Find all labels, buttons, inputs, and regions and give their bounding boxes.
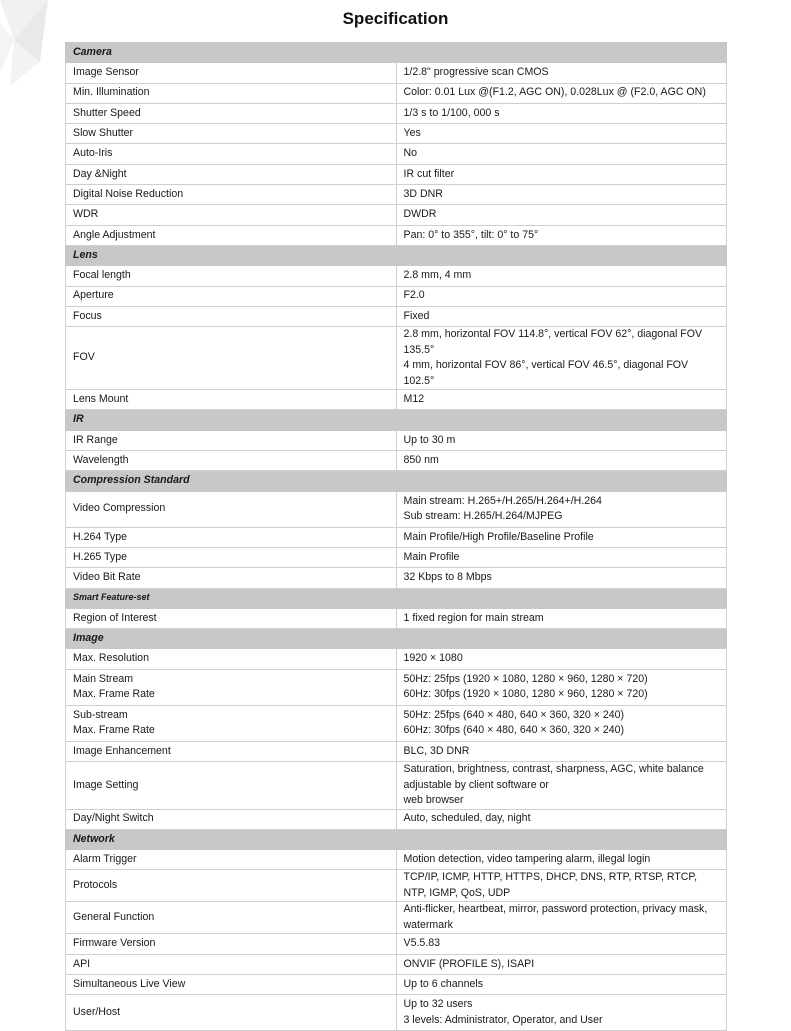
spec-value (396, 451, 727, 471)
spec-row (66, 164, 727, 184)
spec-value (396, 934, 727, 954)
spec-label (66, 527, 397, 547)
spec-value-line: IR cut filter (403, 167, 455, 180)
spec-label-line: Max. Frame Rate (73, 724, 155, 737)
spec-label-line: Main Stream (73, 672, 134, 685)
spec-label-line: Auto-Iris (73, 147, 113, 160)
spec-row (66, 430, 727, 450)
spec-label-line: WDR (73, 208, 99, 221)
spec-value (396, 669, 727, 705)
spec-label (66, 491, 397, 527)
section-title: Lens (66, 245, 727, 265)
spec-value-line: web browser (403, 794, 464, 807)
spec-label-line: Sub-stream (73, 708, 128, 721)
section-header (66, 245, 727, 265)
spec-value (396, 995, 727, 1031)
spec-row (66, 491, 727, 527)
spec-row (66, 850, 727, 870)
spec-row (66, 225, 727, 245)
spec-label (66, 975, 397, 995)
spec-value (396, 954, 727, 974)
section-title: Camera (66, 43, 727, 63)
spec-value (396, 491, 727, 527)
spec-label (66, 185, 397, 205)
spec-label-line: Simultaneous Live View (73, 977, 186, 990)
spec-label-line: Firmware Version (73, 937, 156, 950)
spec-row (66, 934, 727, 954)
spec-value (396, 205, 727, 225)
spec-label-line: Max. Frame Rate (73, 688, 155, 701)
spec-label-line: IR Range (73, 433, 118, 446)
spec-value-line: Main stream: H.265+/H.265/H.264+/H.264 (403, 494, 602, 507)
spec-label (66, 995, 397, 1031)
section-header (66, 829, 727, 849)
spec-label (66, 327, 397, 390)
spec-value (396, 547, 727, 567)
spec-label-line: Day &Night (73, 167, 127, 180)
spec-value (396, 144, 727, 164)
spec-value (396, 527, 727, 547)
spec-value-line: Pan: 0° to 355°, tilt: 0° to 75° (403, 228, 539, 241)
spec-value-line: 1920 × 1080 (403, 652, 463, 665)
section-title: IR (66, 410, 727, 430)
spec-value (396, 185, 727, 205)
spec-label-line: H.265 Type (73, 550, 127, 563)
spec-row (66, 568, 727, 588)
spec-label (66, 266, 397, 286)
spec-row (66, 902, 727, 934)
spec-value-line: F2.0 (403, 289, 425, 302)
section-header (66, 588, 727, 608)
spec-value (396, 762, 727, 810)
spec-label (66, 669, 397, 705)
spec-label-line: Video Compression (73, 502, 166, 515)
spec-value-line: M12 (403, 393, 425, 406)
spec-value-line: 4 mm, horizontal FOV 86°, vertical FOV 46.5°, diagonal FOV 102.5° (403, 359, 689, 387)
spec-label-line: Min. Illumination (73, 86, 150, 99)
spec-value-line: Up to 32 users (403, 998, 473, 1011)
spec-label (66, 902, 397, 934)
spec-value-line: 850 nm (403, 453, 439, 466)
spec-value-line: Color: 0.01 Lux @(F1.2, AGC ON), 0.028Lux @ (F2.0, AGC ON) (403, 86, 706, 99)
spec-label-line: Aperture (73, 289, 114, 302)
spec-label-line: Digital Noise Reduction (73, 187, 184, 200)
spec-label (66, 850, 397, 870)
spec-label (66, 649, 397, 669)
spec-row (66, 547, 727, 567)
spec-value (396, 902, 727, 934)
spec-label-line: Image Enhancement (73, 744, 171, 757)
spec-label (66, 954, 397, 974)
spec-label (66, 164, 397, 184)
spec-value-line: No (403, 147, 418, 160)
spec-label (66, 430, 397, 450)
spec-value (396, 870, 727, 902)
spec-table (65, 42, 727, 1031)
spec-row (66, 205, 727, 225)
section-header (66, 43, 727, 63)
spec-value (396, 63, 727, 83)
spec-value-line: 3D DNR (403, 187, 443, 200)
spec-row (66, 608, 727, 628)
spec-value (396, 608, 727, 628)
spec-value (396, 809, 727, 829)
spec-label (66, 124, 397, 144)
spec-label (66, 568, 397, 588)
spec-value (396, 83, 727, 103)
spec-row (66, 286, 727, 306)
spec-label-line: Max. Resolution (73, 652, 149, 665)
spec-label-line: Shutter Speed (73, 106, 141, 119)
spec-label (66, 83, 397, 103)
spec-value-line: 1/3 s to 1/100, 000 s (403, 106, 500, 119)
spec-value-line: ONVIF (PROFILE S), ISAPI (403, 957, 535, 970)
spec-label-line: API (73, 957, 91, 970)
spec-row (66, 451, 727, 471)
spec-label (66, 870, 397, 902)
spec-label-line: Image Sensor (73, 66, 139, 79)
spec-value-line: Anti-flicker, heartbeat, mirror, password protection, privacy mask, watermark (403, 903, 708, 931)
spec-value (396, 975, 727, 995)
spec-value-line: Saturation, brightness, contrast, sharpness, AGC, white balance adjustable by client software or (403, 763, 704, 791)
spec-value-line: Auto, scheduled, day, night (403, 812, 531, 825)
spec-value-line: Fixed (403, 309, 430, 322)
spec-label-line: Lens Mount (73, 393, 129, 406)
spec-value-line: Sub stream: H.265/H.264/MJPEG (403, 510, 563, 523)
section-title: Smart Feature-set (66, 588, 727, 608)
spec-row (66, 144, 727, 164)
spec-row (66, 63, 727, 83)
section-title: Compression Standard (66, 471, 727, 491)
spec-value-line: 60Hz: 30fps (1920 × 1080, 1280 × 960, 1280 × 720) (403, 688, 648, 701)
spec-row (66, 103, 727, 123)
spec-label (66, 103, 397, 123)
spec-label (66, 809, 397, 829)
spec-value-line: 50Hz: 25fps (640 × 480, 640 × 360, 320 × 240) (403, 708, 625, 721)
spec-value-line: TCP/IP, ICMP, HTTP, HTTPS, DHCP, DNS, RTP, RTSP, RTCP, NTP, IGMP, QoS, UDP (403, 871, 698, 899)
spec-label (66, 762, 397, 810)
spec-label (66, 451, 397, 471)
spec-label (66, 547, 397, 567)
spec-row (66, 741, 727, 761)
spec-value (396, 568, 727, 588)
spec-value-line: 32 Kbps to 8 Mbps (403, 571, 492, 584)
spec-row (66, 809, 727, 829)
spec-label (66, 608, 397, 628)
spec-row (66, 83, 727, 103)
spec-row (66, 390, 727, 410)
spec-label-line: Angle Adjustment (73, 228, 156, 241)
spec-value (396, 306, 727, 326)
spec-label (66, 225, 397, 245)
spec-value-line: 2.8 mm, horizontal FOV 114.8°, vertical FOV 62°, diagonal FOV 135.5° (403, 328, 703, 356)
spec-row (66, 995, 727, 1031)
spec-value (396, 430, 727, 450)
spec-value-line: 60Hz: 30fps (640 × 480, 640 × 360, 320 × 240) (403, 724, 625, 737)
spec-value-line: 50Hz: 25fps (1920 × 1080, 1280 × 960, 1280 × 720) (403, 672, 648, 685)
spec-row (66, 527, 727, 547)
spec-value-line: V5.5.83 (403, 937, 441, 950)
spec-value (396, 124, 727, 144)
spec-label-line: Focus (73, 309, 102, 322)
spec-value-line: 1/2.8" progressive scan CMOS (403, 66, 549, 79)
spec-value (396, 649, 727, 669)
spec-row (66, 975, 727, 995)
spec-label-line: Image Setting (73, 778, 139, 791)
spec-label (66, 741, 397, 761)
spec-label-line: Region of Interest (73, 611, 157, 624)
spec-label (66, 705, 397, 741)
spec-label-line: Alarm Trigger (73, 853, 137, 865)
spec-label (66, 205, 397, 225)
spec-label (66, 306, 397, 326)
spec-value-line: Yes (403, 127, 421, 140)
spec-row (66, 870, 727, 902)
spec-label (66, 144, 397, 164)
spec-label-line: User/Host (73, 1006, 121, 1019)
spec-label-line: Video Bit Rate (73, 571, 141, 584)
spec-label-line: Day/Night Switch (73, 812, 154, 825)
spec-value-line: Up to 6 channels (403, 977, 484, 990)
spec-value-line: 1 fixed region for main stream (403, 611, 544, 624)
section-header (66, 471, 727, 491)
spec-value (396, 327, 727, 390)
spec-value (396, 103, 727, 123)
spec-row (66, 669, 727, 705)
spec-row (66, 705, 727, 741)
spec-label-line: H.264 Type (73, 530, 127, 543)
spec-value-line: Main Profile (403, 550, 460, 563)
page-title: Specification (342, 9, 449, 28)
spec-value (396, 390, 727, 410)
spec-row (66, 124, 727, 144)
spec-row (66, 185, 727, 205)
section-header (66, 629, 727, 649)
spec-row (66, 954, 727, 974)
spec-value-line: Main Profile/High Profile/Baseline Profile (403, 530, 594, 543)
spec-label-line: Focal length (73, 269, 131, 282)
spec-label-line: Slow Shutter (73, 127, 134, 140)
spec-row (66, 649, 727, 669)
section-title: Network (66, 829, 727, 849)
spec-row (66, 266, 727, 286)
spec-value (396, 850, 727, 870)
spec-value-line: Up to 30 m (403, 433, 456, 446)
spec-label (66, 934, 397, 954)
spec-value-line: DWDR (403, 208, 437, 221)
spec-value (396, 705, 727, 741)
spec-label-line: General Function (73, 911, 155, 924)
spec-label (66, 286, 397, 306)
spec-value-line: Motion detection, video tampering alarm, illegal login (403, 853, 651, 865)
spec-row (66, 306, 727, 326)
spec-label-line: Protocols (73, 879, 118, 892)
spec-value (396, 225, 727, 245)
spec-value-line: 3 levels: Administrator, Operator, and User (403, 1013, 603, 1026)
spec-value-line: BLC, 3D DNR (403, 744, 470, 757)
spec-row (66, 762, 727, 810)
section-header (66, 410, 727, 430)
spec-label-line: Wavelength (73, 453, 129, 466)
spec-value (396, 164, 727, 184)
spec-label-line: FOV (73, 351, 95, 364)
spec-row (66, 327, 727, 390)
spec-label (66, 63, 397, 83)
spec-value (396, 286, 727, 306)
section-title: Image (66, 629, 727, 649)
spec-value-line: 2.8 mm, 4 mm (403, 269, 472, 282)
spec-label (66, 390, 397, 410)
spec-value (396, 266, 727, 286)
spec-value (396, 741, 727, 761)
